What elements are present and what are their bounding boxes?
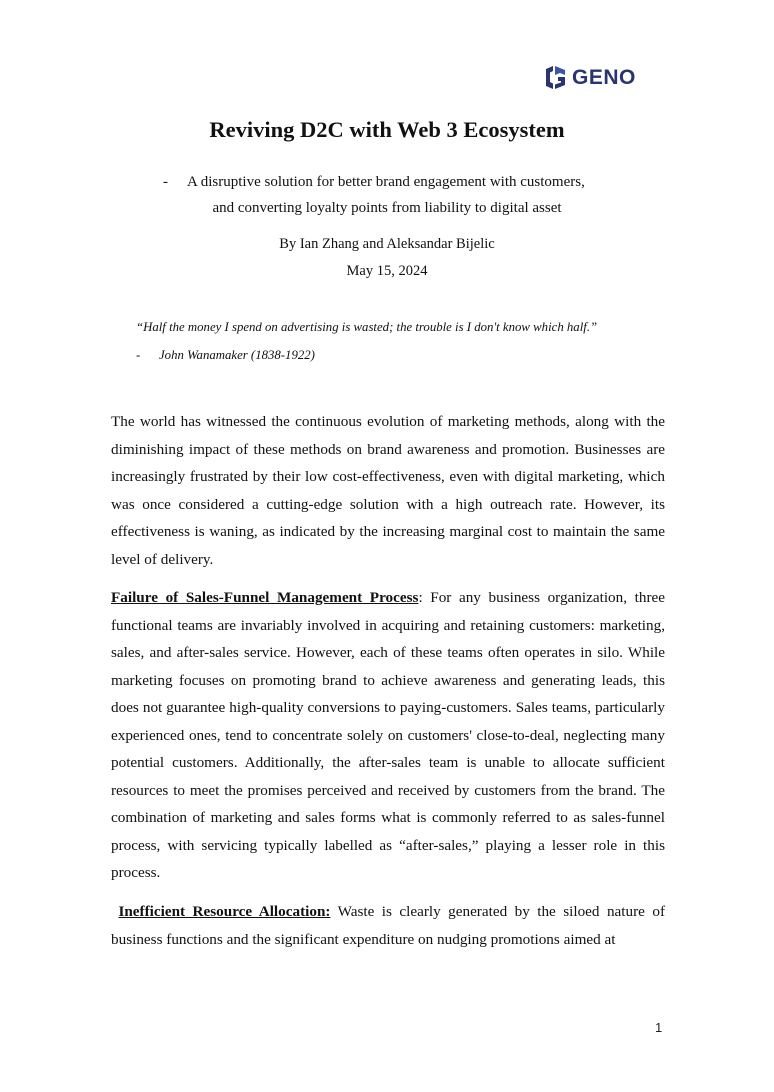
- publication-date: May 15, 2024: [346, 263, 428, 279]
- logo-wordmark: GENO: [572, 66, 636, 89]
- subtitle-dash: -: [163, 174, 168, 190]
- epigraph-attribution: [136, 345, 315, 365]
- geno-logo-icon: [542, 64, 569, 91]
- paragraph-2-body: : For any business organization, three functional teams are invariably involved in acquiring and retaining customers: marketing, sales, and after-sales service. However, each of these teams often operates in silo. While marketing focuses on promoting brand to achieve awareness and generating leads, this does not guarantee high-quality conversions to paying-customers. Sales teams, particularly experienced ones, tend to concentrate solely on customers' close-to-deal, neglecting many potential customers. Additionally, the after-sales team is unable to allocate sufficient resources to meet the promises perceived and received by customers from the brand. The combination of marketing and sales forms what is commonly referred to as sales-funnel process, with servicing typically labelled as “after-sales,” playing a lesser role in this process.: [111, 589, 665, 881]
- body-paragraph-1: The world has witnessed the continuous evolution of marketing methods, along with the diminishing impact of these methods on brand awareness and promotion. Businesses are increasingly frustrated by their low cost-effectiveness, even with digital marketing, which was once considered a cutting-edge solution with a high outreach rate. However, its effectiveness is waning, as indicated by the increasing marginal cost to maintain the same level of delivery.: [111, 413, 665, 568]
- section-heading-resource-allocation: Inefficient Resource Allocation:: [118, 903, 331, 920]
- company-logo: [542, 64, 636, 91]
- page-number: 1: [655, 1020, 663, 1035]
- subtitle-line-2: and converting loyalty points from liability to digital asset: [212, 200, 562, 216]
- attribution-text: John Wanamaker (1838-1922): [159, 348, 315, 362]
- subtitle-line-1-text: A disruptive solution for better brand engagement with customers,: [187, 174, 585, 190]
- subtitle-line-1: [163, 168, 585, 196]
- body-paragraph-3: [111, 898, 665, 953]
- attribution-dash: -: [136, 348, 141, 362]
- document-title: Reviving D2C with Web 3 Ecosystem: [209, 117, 565, 142]
- epigraph-quote: “Half the money I spend on advertising is wasted; the trouble is I don't know which half.”: [136, 320, 598, 334]
- body-paragraph-2: [111, 584, 665, 887]
- paragraph-3-body: Waste is clearly generated by the siloed nature of business functions and the significant expenditure on nudging promotions aimed at: [111, 903, 666, 948]
- authors: By Ian Zhang and Aleksandar Bijelic: [279, 236, 495, 252]
- section-heading-sales-funnel: Failure of Sales-Funnel Management Process: [111, 589, 419, 606]
